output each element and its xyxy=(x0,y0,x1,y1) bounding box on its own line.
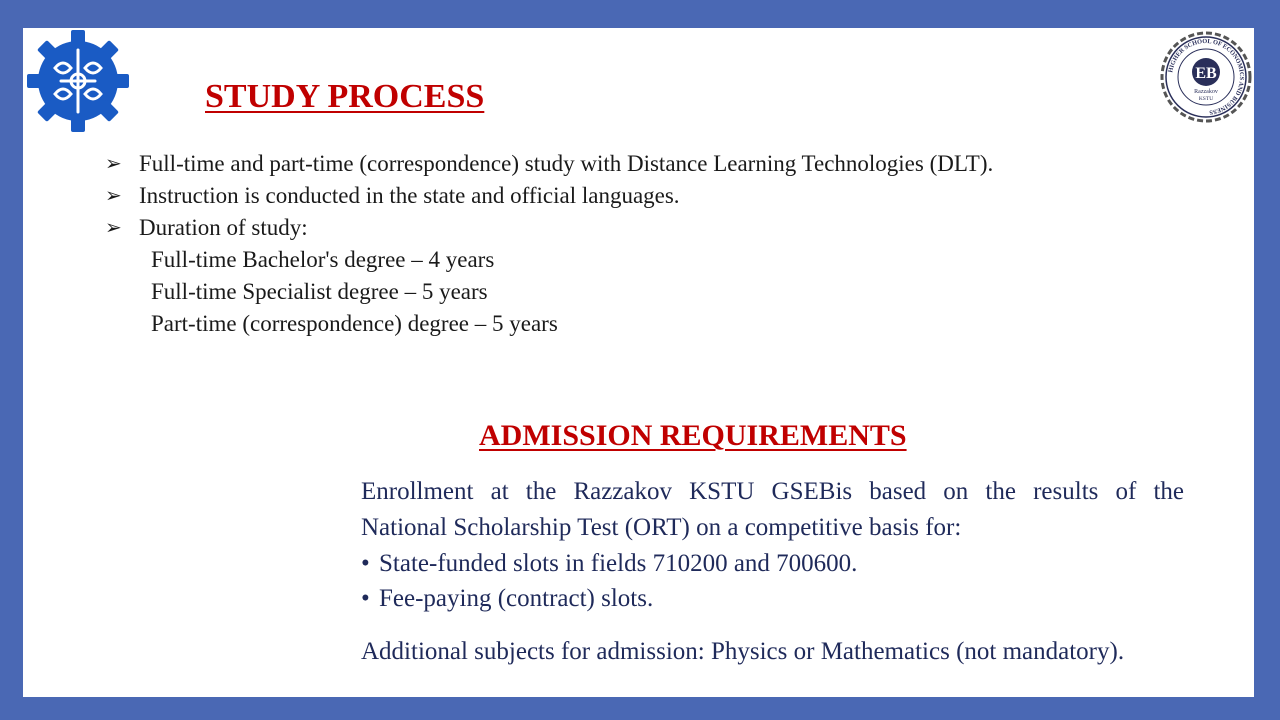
arrow-bullet-icon: ➢ xyxy=(105,217,122,239)
bullet-dot-icon: • xyxy=(361,550,370,577)
study-bullet: ➢ Instruction is conducted in the state and official languages. xyxy=(105,180,993,212)
bullet-dot-icon: • xyxy=(361,585,370,612)
duration-item: Full-time Specialist degree – 5 years xyxy=(151,279,488,304)
study-process-list xyxy=(105,148,993,244)
school-seal-logo-icon xyxy=(1159,30,1253,124)
arrow-bullet-icon: ➢ xyxy=(105,185,122,207)
seal-caption-razzakov: Razzakov xyxy=(1194,89,1218,95)
study-process-heading: STUDY PROCESS xyxy=(205,78,485,115)
admission-intro-line-1: Enrollment at the Razzakov KSTU GSEBis based on the results of the xyxy=(361,478,1184,505)
slide xyxy=(23,28,1254,697)
duration-item: Full-time Bachelor's degree – 4 years xyxy=(151,247,495,272)
admission-slot-item: • Fee-paying (contract) slots. xyxy=(361,581,1191,616)
svg-text:HIGHER SCHOOL OF ECONOMICS AND: HIGHER SCHOOL OF ECONOMICS AND BUSINESS xyxy=(1167,37,1246,116)
duration-list xyxy=(151,244,558,340)
seal-monogram: EB xyxy=(1195,65,1217,82)
duration-item: Part-time (correspondence) degree – 5 years xyxy=(151,311,558,336)
arrow-bullet-icon: ➢ xyxy=(105,153,122,175)
admission-intro-line-2: National Scholarship Test (ORT) on a competitive basis for: xyxy=(361,514,962,541)
additional-subjects-text: Additional subjects for admission: Physics or Mathematics (not mandatory). xyxy=(361,638,1125,665)
admission-slot-list xyxy=(361,546,1191,616)
admission-slot-item: • State-funded slots in fields 710200 and 700600. xyxy=(361,546,1191,581)
study-bullet: ➢ Duration of study: xyxy=(105,212,993,244)
seal-caption-kstu: KSTU xyxy=(1198,96,1214,102)
admission-requirements-heading: ADMISSION REQUIREMENTS xyxy=(479,419,907,452)
university-logo-icon xyxy=(25,28,131,134)
study-bullet: ➢ Full-time and part-time (correspondence) study with Distance Learning Technologies (DLT). xyxy=(105,148,993,180)
admission-requirements-body xyxy=(361,474,1191,670)
